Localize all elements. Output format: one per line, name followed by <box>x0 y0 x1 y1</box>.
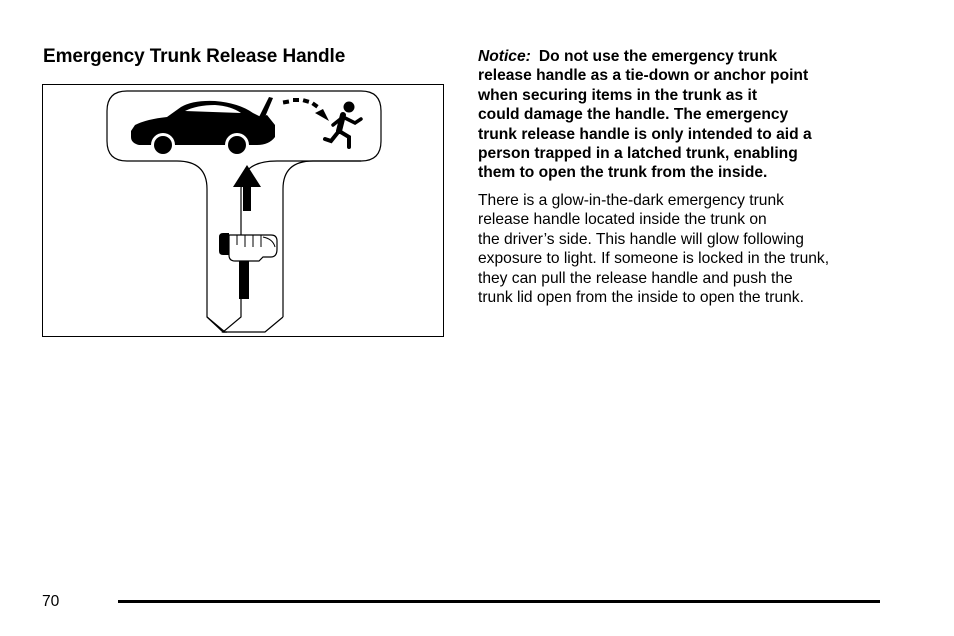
body-line-6: trunk lid open from the inside to open the trunk. <box>478 289 804 307</box>
footer-rule <box>118 600 880 603</box>
car-open-trunk-icon <box>131 97 275 154</box>
body-line-5: they can pull the release handle and push the <box>478 269 793 287</box>
body-paragraph <box>478 191 888 307</box>
running-person-icon <box>325 102 361 147</box>
notice-line-1: Do not use the emergency trunk <box>538 48 778 65</box>
page-number: 70 <box>42 593 60 610</box>
notice-line-2: release handle as a tie-down or anchor point <box>478 67 809 85</box>
notice-label: Notice: <box>478 48 531 65</box>
notice-line-3: when securing items in the trunk as it <box>478 86 758 104</box>
body-line-4: exposure to light. If someone is locked in the trunk, <box>478 250 830 268</box>
trunk-release-illustration <box>42 84 444 337</box>
body-line-2: release handle located inside the trunk on <box>478 211 767 229</box>
notice-line-4: could damage the handle. The emergency <box>478 106 789 124</box>
body-line-1: There is a glow-in-the-dark emergency trunk <box>478 192 784 209</box>
escape-path-arrow-icon <box>283 98 329 121</box>
notice-paragraph <box>478 47 878 183</box>
notice-line-7: them to open the trunk from the inside. <box>478 164 768 182</box>
notice-line-5: trunk release handle is only intended to aid a <box>478 125 812 143</box>
notice-line-6: person trapped in a latched trunk, enabling <box>478 145 798 163</box>
section-heading: Emergency Trunk Release Handle <box>43 46 346 67</box>
hand-pull-icon <box>219 233 277 299</box>
body-line-3: the driver’s side. This handle will glow following <box>478 230 804 248</box>
up-arrow-icon <box>233 165 261 211</box>
